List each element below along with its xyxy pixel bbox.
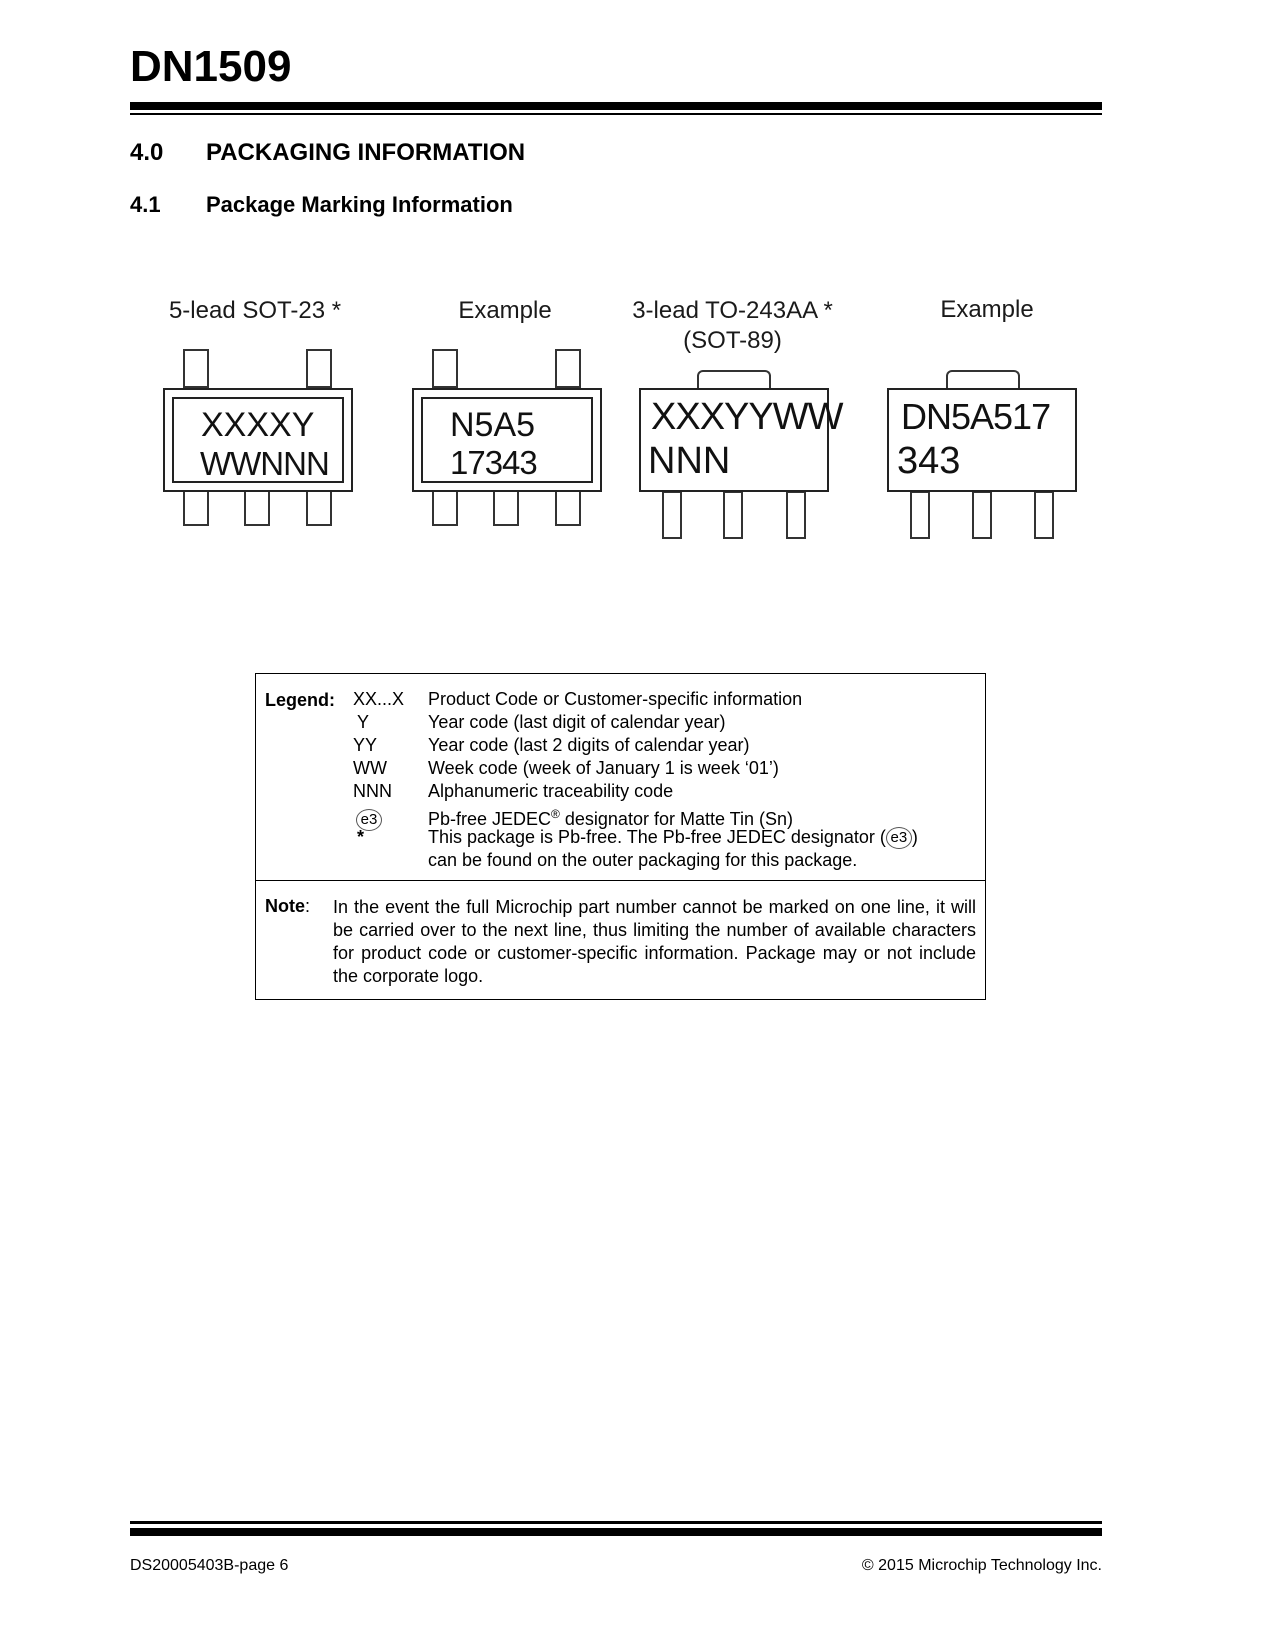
pin [183, 349, 209, 388]
legend-description-text: ) [911, 827, 918, 847]
e3-badge-icon: e3 [356, 809, 382, 831]
legend-description [428, 826, 918, 849]
legend-row [353, 757, 779, 780]
legend-description-text: designator for Matte Tin (Sn) [559, 809, 793, 829]
legend-description-text: This package is Pb-free. The Pb-free JEDEC designator ( [428, 827, 886, 847]
pin [555, 349, 581, 388]
note-label [265, 896, 310, 917]
header-rule-thin [130, 113, 1102, 115]
legend-row [353, 734, 750, 757]
legend-title: Legend: [265, 690, 335, 710]
legend-symbol: Y [357, 712, 370, 732]
header-rule-thick [130, 102, 1102, 110]
pin [183, 489, 209, 526]
pin [432, 489, 458, 526]
subsection-number: 4.1 [130, 192, 161, 217]
legend-row [353, 826, 918, 849]
package-tab [697, 370, 771, 388]
note-label-colon: : [305, 896, 311, 916]
footer-copyright: © 2015 Microchip Technology Inc. [861, 1557, 1102, 1574]
marking-line-2: NNN [648, 440, 731, 482]
marking-line-2: WWNNN [200, 445, 329, 482]
legend-row [353, 688, 802, 711]
legend-divider [256, 880, 985, 881]
pin [493, 489, 519, 526]
legend-description: Product Code or Customer-specific information [428, 689, 803, 709]
marking-line-2: 17343 [450, 444, 537, 481]
footer-rule-thin [130, 1521, 1102, 1524]
footer-doc-id: DS20005403B-page 6 [130, 1557, 289, 1574]
package-body-sot89 [639, 388, 843, 492]
subsection-title: Package Marking Information [206, 192, 513, 217]
legend-row [353, 780, 673, 803]
pin [910, 491, 930, 539]
package-body-example-2 [887, 388, 1077, 492]
package-label-line-2: (SOT-89) [683, 327, 782, 354]
package-label-example-1: Example [458, 297, 552, 324]
legend-symbol: WW [353, 758, 387, 778]
note-label-text: Note [265, 896, 305, 916]
pin [786, 491, 806, 539]
legend-row [353, 803, 793, 829]
legend-row [353, 711, 726, 734]
legend-box [255, 673, 986, 1000]
package-body-sot23 [163, 388, 353, 492]
legend-description: Alphanumeric traceability code [428, 781, 674, 801]
marking-line-1: N5A5 [450, 406, 536, 444]
legend-symbol: YY [353, 735, 378, 755]
pin [662, 491, 682, 539]
section-title: PACKAGING INFORMATION [206, 139, 526, 166]
pin [432, 349, 458, 388]
package-tab [946, 370, 1020, 388]
note-text: In the event the full Microchip part number cannot be marked on one line, it will be carried over to the next line, thus limiting the number of available characters for product code or customer-specific information. Package may or not include the corporate logo. [333, 897, 976, 986]
section-heading [130, 139, 525, 167]
section-number: 4.0 [130, 139, 164, 166]
pin [306, 349, 332, 388]
pin [723, 491, 743, 539]
legend-description-text: Pb-free JEDEC [428, 809, 552, 829]
footer-rule-thick [130, 1528, 1102, 1536]
legend-symbol: NNN [353, 781, 392, 801]
legend-symbol: XX...X [353, 689, 405, 709]
legend-description: Year code (last 2 digits of calendar year) [428, 735, 750, 755]
pin [244, 489, 270, 526]
legend-row-continuation: can be found on the outer packaging for this package. [428, 850, 858, 870]
package-label-example-2: Example [940, 296, 1034, 323]
pin [555, 489, 581, 526]
e3-badge-icon: e3 [886, 827, 912, 849]
marking-line-1: DN5A517 [901, 396, 1051, 437]
package-label-sot89 [615, 296, 850, 356]
marking-line-1: XXXXY [201, 406, 315, 444]
legend-description: Week code (week of January 1 is week ‘01’) [428, 758, 779, 778]
marking-line-1: XXXYYWW [651, 396, 843, 438]
pin [1034, 491, 1054, 539]
document-title: DN1509 [130, 42, 292, 91]
registered-mark: ® [551, 807, 560, 821]
legend-symbol: * [357, 827, 365, 847]
marking-line-2: 343 [897, 440, 961, 482]
legend-description: Year code (last digit of calendar year) [428, 712, 726, 732]
pin [972, 491, 992, 539]
package-label-line-1: 3-lead TO-243AA * [632, 297, 833, 324]
pin [306, 489, 332, 526]
package-label-sot23: 5-lead SOT-23 * [168, 297, 342, 324]
package-body-example-1 [412, 388, 602, 492]
subsection-heading [130, 192, 513, 218]
